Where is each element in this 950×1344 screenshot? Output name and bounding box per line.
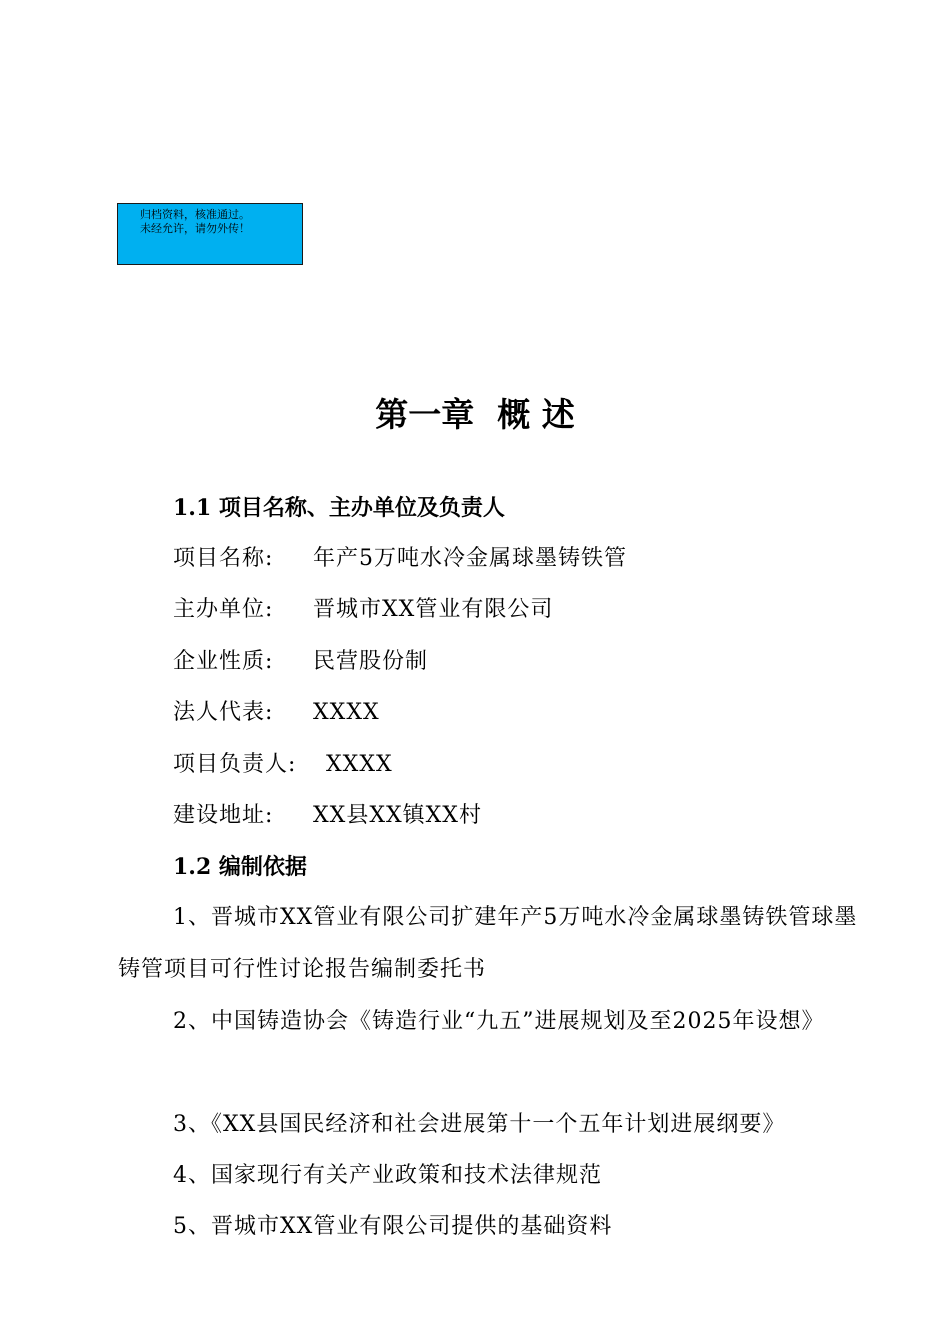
info-label: 建设地址: [173, 803, 274, 828]
info-label: 法人代表: [173, 700, 274, 725]
info-value: XX县XX镇XX村 [313, 803, 482, 828]
info-label: 项目负责人: [173, 752, 297, 777]
info-row-organizer [173, 595, 554, 625]
basis-item-1: 1、晋城市XX管业有限公司扩建年产5万吨水冷金属球墨铸铁管球墨铸管项目可行性讨论报告编制委托书 [118, 905, 858, 982]
info-value: XXXX [326, 752, 393, 777]
notice-line-2: 未经允许，请勿外传！ [140, 222, 250, 235]
chapter-title: 第一章 概 述 [375, 395, 575, 434]
info-row-project-name [173, 544, 627, 574]
basis-item-5: 5、晋城市XX管业有限公司提供的基础资料 [173, 1214, 613, 1239]
info-row-project-leader [173, 750, 393, 780]
basis-item-3: 3、《XX县国民经济和社会进展第十一个五年计划进展纲要》 [173, 1112, 786, 1137]
info-value: 年产5万吨水冷金属球墨铸铁管 [313, 546, 627, 571]
info-row-enterprise-type [173, 647, 429, 677]
notice-line-1: 归档资料，核准通过。 [140, 208, 250, 221]
info-value: 晋城市XX管业有限公司 [313, 597, 554, 622]
basis-item-4: 4、国家现行有关产业政策和技术法律规范 [173, 1163, 602, 1188]
info-label: 主办单位: [173, 597, 274, 622]
info-label: 企业性质: [173, 649, 274, 674]
info-value: 民营股份制 [313, 649, 429, 674]
section-heading-1-2: 1.2 编制依据 [173, 854, 307, 880]
info-value: XXXX [313, 700, 380, 725]
confidential-notice-box [117, 203, 303, 265]
basis-item-2: 2、中国铸造协会《铸造行业“九五”进展规划及至2025年设想》 [173, 1009, 825, 1034]
info-label: 项目名称: [173, 546, 274, 571]
info-row-legal-representative [173, 698, 380, 728]
info-row-address [173, 801, 482, 831]
section-heading-1-1: 1.1 项目名称、主办单位及负责人 [173, 495, 505, 521]
